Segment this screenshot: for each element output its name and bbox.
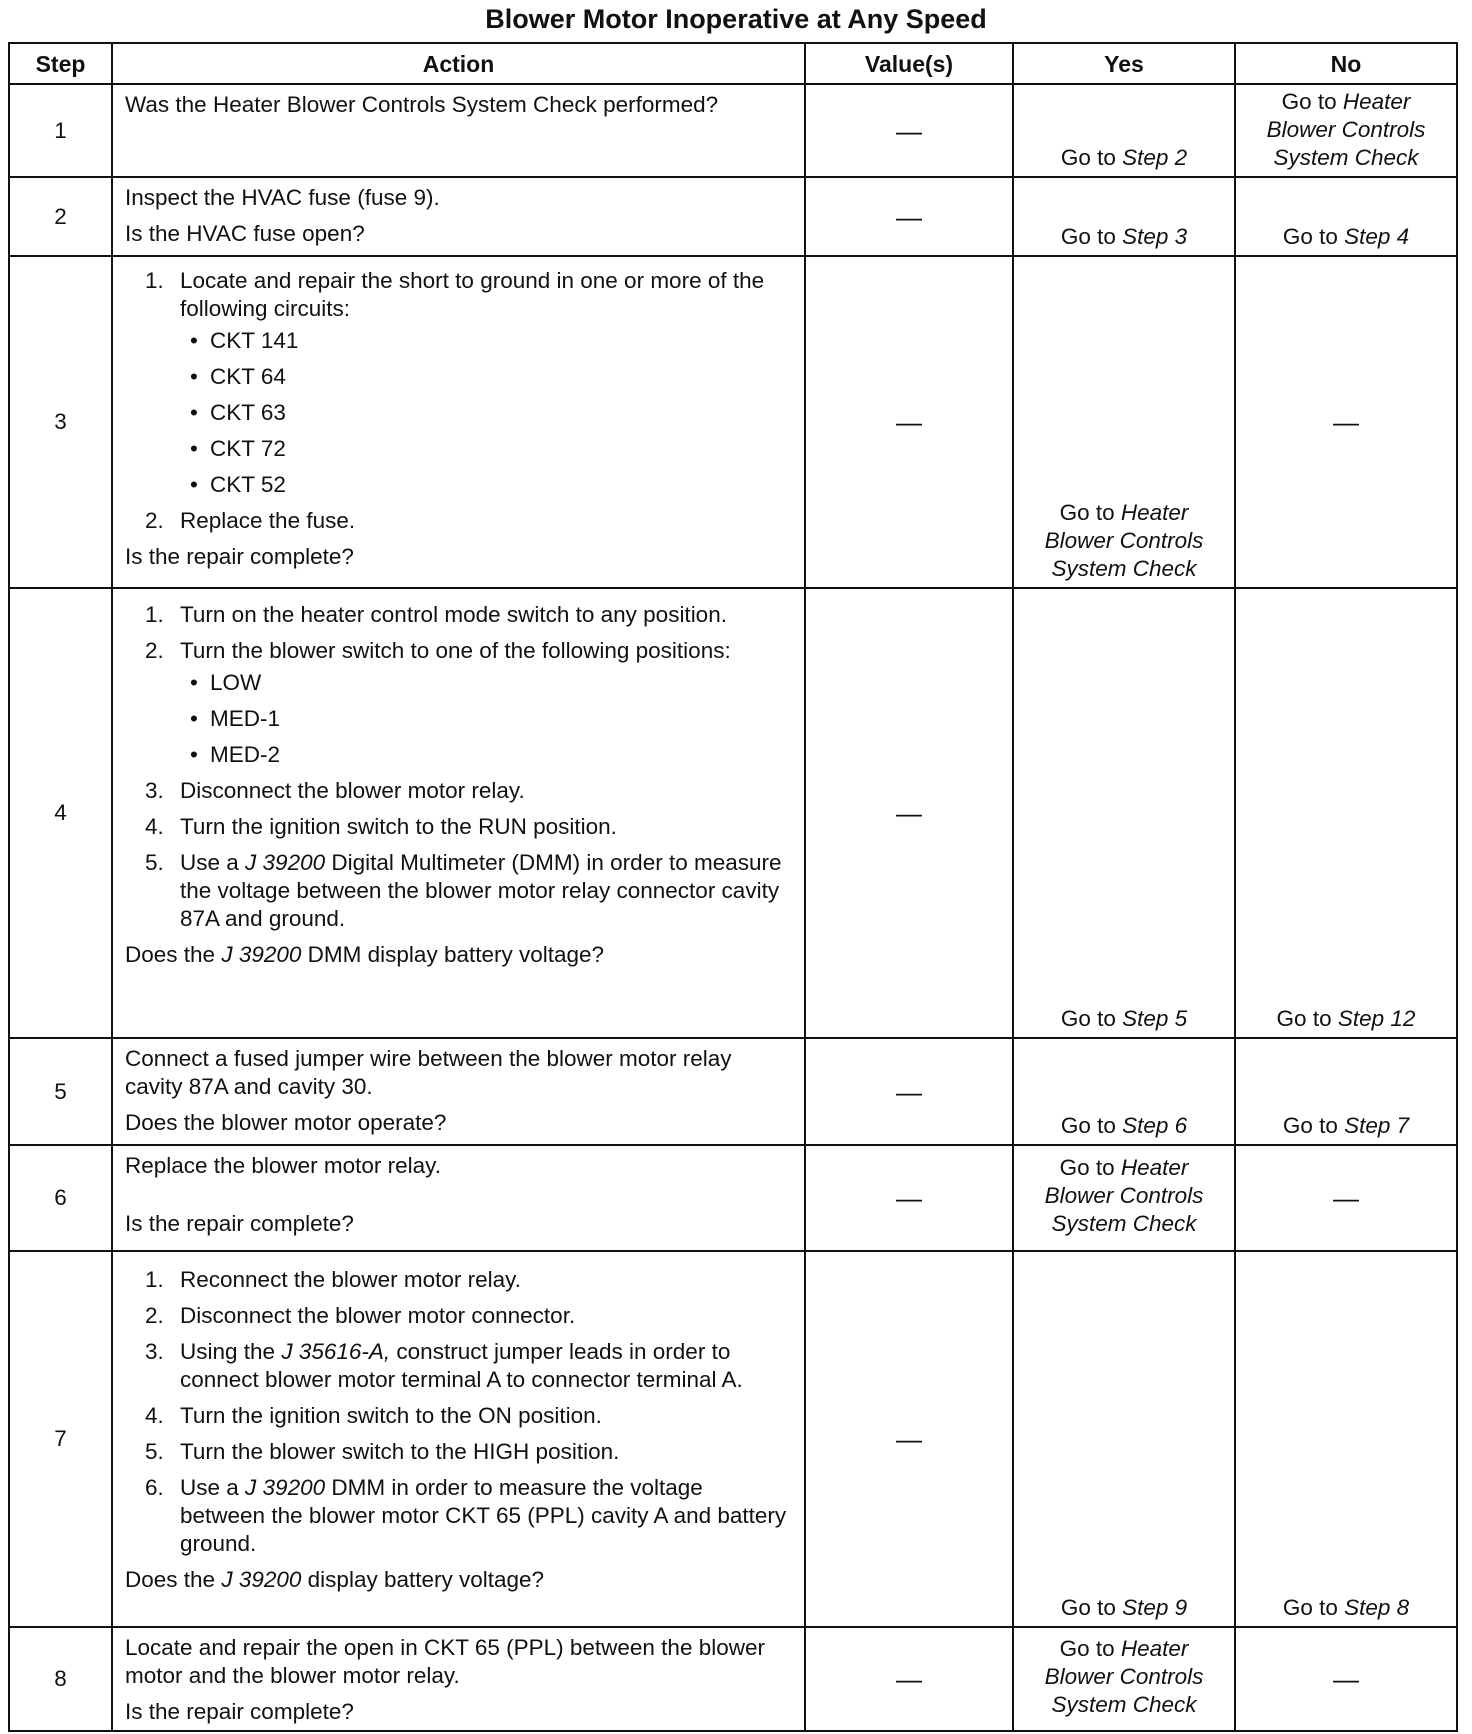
action-question: Does the J 39200 display battery voltage? [125, 1567, 545, 1592]
check-link-part: Heater [1120, 1155, 1189, 1180]
list-item: • MED-2 [180, 741, 794, 769]
dash: — [1333, 1664, 1359, 1694]
no-cell [1235, 1038, 1457, 1145]
check-link-part: Heater [1120, 500, 1189, 525]
action-text: Connect a fused jumper wire between the blower motor relay cavity 87A and cavity 30. [125, 1046, 732, 1099]
dash: — [896, 407, 922, 437]
diagnostic-table [8, 42, 1458, 1732]
value-cell [805, 1145, 1013, 1251]
action-question: Is the repair complete? [125, 1211, 354, 1236]
header-yes: Yes [1013, 43, 1235, 84]
dash: — [896, 1076, 922, 1107]
step-word: Step [1344, 1113, 1391, 1138]
check-link-part: Heater [1120, 1636, 1189, 1661]
value-cell [805, 177, 1013, 256]
action-question: Is the HVAC fuse open? [125, 221, 365, 246]
goto-text: Go to [1060, 1113, 1116, 1138]
list-item: • CKT 141 [180, 327, 794, 355]
yes-step: 3 [1174, 224, 1188, 249]
action-step: 2. Turn the blower switch to one of the following positions: • LOW • MED-1 • MED-2 [125, 637, 794, 769]
check-link-part: Blower Controls [1044, 1664, 1204, 1689]
step-word: Step [1122, 145, 1169, 170]
goto-text: Go to [1059, 500, 1115, 525]
action-cell [112, 177, 805, 256]
no-cell [1235, 84, 1457, 177]
action-step: 6. Use a J 39200 DMM in order to measure the voltage between the blower motor CKT 65 (PPL) cavity A and battery ground. [145, 1475, 787, 1556]
yes-cell [1013, 177, 1235, 256]
header-row [9, 43, 1457, 84]
value-cell [805, 1038, 1013, 1145]
step-number: 7 [9, 1251, 112, 1627]
no-cell [1235, 177, 1457, 256]
yes-cell [1013, 256, 1235, 588]
dash: — [896, 201, 922, 232]
action-cell [112, 1038, 805, 1145]
action-text: Locate and repair the open in CKT 65 (PPL) between the blower motor and the blower motor relay. [125, 1635, 765, 1688]
step-number: 8 [9, 1627, 112, 1731]
yes-cell [1013, 588, 1235, 1038]
yes-step: 9 [1174, 1595, 1188, 1620]
no-step: 7 [1396, 1113, 1410, 1138]
no-step: 8 [1396, 1595, 1410, 1620]
no-step: 12 [1390, 1006, 1416, 1031]
no-cell [1235, 1145, 1457, 1251]
goto-text: Go to [1282, 1113, 1338, 1138]
action-step: 1. Turn on the heater control mode switch to any position. [145, 602, 727, 627]
list-item: • CKT 72 [180, 435, 794, 463]
action-cell [112, 1145, 805, 1251]
header-no: No [1235, 43, 1457, 84]
list-item: • CKT 52 [180, 471, 794, 499]
action-step: 2. Replace the fuse. [145, 508, 356, 533]
dash: — [896, 798, 922, 828]
dash: — [896, 1664, 922, 1694]
step-word: Step [1122, 224, 1169, 249]
value-cell [805, 588, 1013, 1038]
no-cell [1235, 588, 1457, 1038]
action-text: Inspect the HVAC fuse (fuse 9). [125, 185, 440, 210]
action-step: 5. Use a J 39200 Digital Multimeter (DMM) in order to measure the voltage between the blower motor relay connector cavity 87A and ground. [145, 850, 782, 931]
header-step: Step [9, 43, 112, 84]
dash: — [896, 1424, 922, 1454]
action-steps [125, 267, 794, 535]
check-link-part: System Check [1051, 1692, 1197, 1717]
check-link-part: Blower Controls [1044, 528, 1204, 553]
step-number: 1 [9, 84, 112, 177]
dash: — [1333, 407, 1359, 437]
goto-text: Go to [1059, 1155, 1115, 1180]
value-cell [805, 84, 1013, 177]
action-step: 4. Turn the ignition switch to the ON position. [145, 1403, 602, 1428]
list-item: • LOW [180, 669, 794, 697]
action-cell [112, 84, 805, 177]
step-number: 5 [9, 1038, 112, 1145]
action-question: Is the repair complete? [125, 544, 354, 569]
list-item: • CKT 64 [180, 363, 794, 391]
goto-text: Go to [1281, 89, 1337, 114]
action-text: Replace the blower motor relay. [125, 1153, 441, 1178]
list-item: • CKT 63 [180, 399, 794, 427]
no-cell [1235, 1251, 1457, 1627]
step-word: Step [1122, 1006, 1169, 1031]
check-link-part: System Check [1051, 1211, 1197, 1236]
step-number: 3 [9, 256, 112, 588]
dash: — [896, 1183, 922, 1213]
action-step: 3. Using the J 35616-A, construct jumper leads in order to connect blower motor terminal A to connector terminal A. [145, 1339, 743, 1392]
yes-step: 2 [1174, 145, 1188, 170]
step-word: Step [1122, 1595, 1169, 1620]
value-cell [805, 1251, 1013, 1627]
step-word: Step [1344, 224, 1391, 249]
yes-cell [1013, 1145, 1235, 1251]
yes-cell [1013, 1627, 1235, 1731]
header-values: Value(s) [805, 43, 1013, 84]
check-link-part: Blower Controls [1266, 117, 1426, 142]
table-row [9, 177, 1457, 256]
goto-text: Go to [1060, 224, 1116, 249]
goto-text: Go to [1282, 224, 1338, 249]
step-number: 4 [9, 588, 112, 1038]
list-item: • MED-1 [180, 705, 794, 733]
no-step: 4 [1396, 224, 1410, 249]
action-cell [112, 588, 805, 1038]
table-row [9, 1251, 1457, 1627]
circuit-list [180, 327, 794, 499]
goto-text: Go to [1060, 145, 1116, 170]
step-number: 6 [9, 1145, 112, 1251]
position-list [180, 669, 794, 769]
dash: — [896, 115, 922, 146]
goto-text: Go to [1059, 1636, 1115, 1661]
table-row [9, 1627, 1457, 1731]
action-steps [125, 601, 794, 933]
action-step: 4. Turn the ignition switch to the RUN position. [145, 814, 617, 839]
step-number: 2 [9, 177, 112, 256]
page-title: Blower Motor Inoperative at Any Speed [485, 4, 987, 34]
table-row [9, 256, 1457, 588]
action-cell [112, 256, 805, 588]
table-row [9, 588, 1457, 1038]
action-question: Is the repair complete? [125, 1699, 354, 1724]
action-question: Was the Heater Blower Controls System Check performed? [125, 92, 719, 117]
action-question: Does the J 39200 DMM display battery voltage? [125, 942, 605, 967]
check-link-part: System Check [1273, 145, 1419, 170]
step-word: Step [1344, 1595, 1391, 1620]
check-link-part: Blower Controls [1044, 1183, 1204, 1208]
value-cell [805, 256, 1013, 588]
action-step: 1. Locate and repair the short to ground in one or more of the following circuits: • CKT 141 • CKT 64 • CKT 63 • CKT 72 • CKT 52 [125, 267, 794, 499]
table-row [9, 1145, 1457, 1251]
action-step: 3. Disconnect the blower motor relay. [145, 778, 525, 803]
step-word: Step [1122, 1113, 1169, 1138]
no-cell [1235, 256, 1457, 588]
check-link-part: Heater [1342, 89, 1411, 114]
goto-text: Go to [1282, 1595, 1338, 1620]
action-cell [112, 1251, 805, 1627]
step-word: Step [1337, 1006, 1385, 1031]
yes-cell [1013, 1251, 1235, 1627]
yes-cell [1013, 84, 1235, 177]
table-row [9, 1038, 1457, 1145]
yes-cell [1013, 1038, 1235, 1145]
table-row [9, 84, 1457, 177]
dash: — [1333, 1183, 1359, 1213]
action-step: 1. Reconnect the blower motor relay. [145, 1267, 521, 1292]
action-steps [125, 1266, 794, 1558]
value-cell [805, 1627, 1013, 1731]
action-question: Does the blower motor operate? [125, 1110, 447, 1135]
goto-text: Go to [1276, 1006, 1332, 1031]
check-link-part: System Check [1051, 556, 1197, 581]
no-cell [1235, 1627, 1457, 1731]
yes-step: 6 [1174, 1113, 1188, 1138]
goto-text: Go to [1060, 1595, 1116, 1620]
action-step: 2. Disconnect the blower motor connector. [145, 1303, 576, 1328]
action-step: 5. Turn the blower switch to the HIGH position. [145, 1439, 620, 1464]
yes-step: 5 [1174, 1006, 1188, 1031]
goto-text: Go to [1060, 1006, 1116, 1031]
action-cell [112, 1627, 805, 1731]
header-action: Action [112, 43, 805, 84]
